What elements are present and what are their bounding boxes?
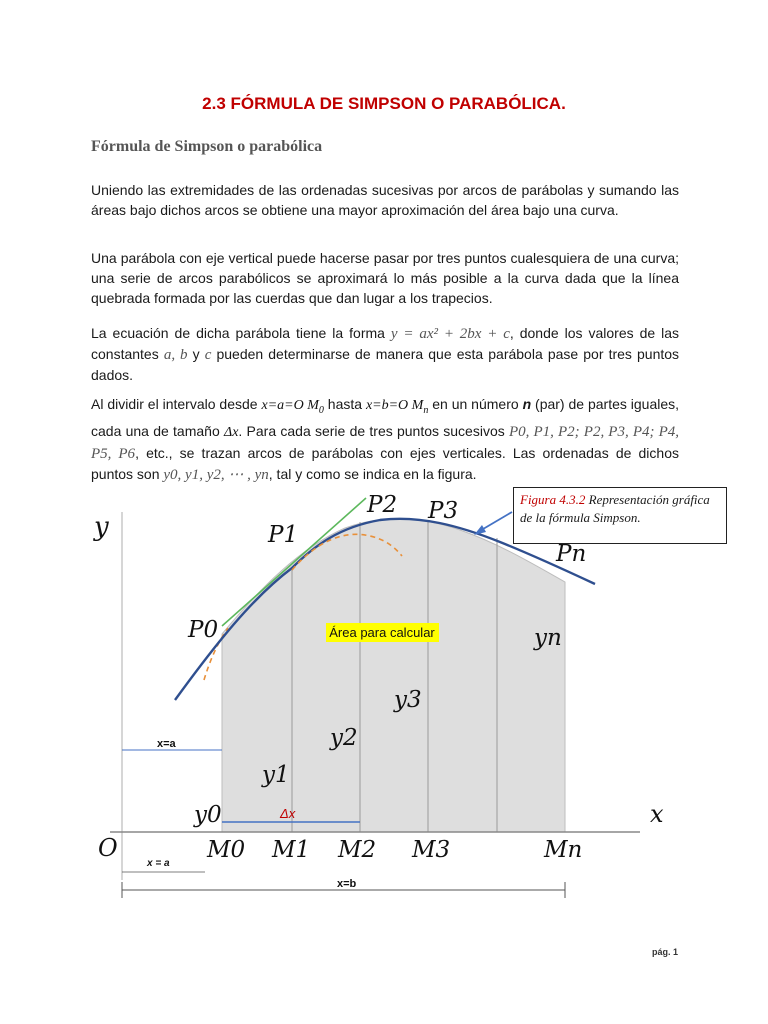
ordinates-series: y0, y1, y2, ⋯ , yn [163,466,269,483]
page-title: 2.3 FÓRMULA DE SIMPSON O PARABÓLICA. [202,94,566,113]
tick-label-m3: M3 [412,837,451,863]
interval-text-d: (par) de partes iguales, cada una de tamaño [91,396,680,439]
interval-to: x=b=O $M_n$ [365,398,429,416]
delta-x: Δx [223,424,239,440]
point-label-p2: P2 [367,492,398,518]
caption-reference: Figura 4.3.2 [520,492,586,507]
caption-text: Representación gráfica de la fórmula Simpson. [520,492,710,525]
delta-x-label: Δx [280,806,296,821]
caption-arrow-head [474,525,486,535]
interval-text-b: hasta [327,396,363,412]
paragraph-equation [91,323,679,385]
point-label-p0: P0 [188,617,219,643]
interval-from: x=a=O $M_0$ [261,398,324,416]
interval-text-c: en un número [432,396,519,412]
ordinate-label-y2: y2 [330,725,358,751]
paragraph-parabola: Una parábola con eje vertical puede hacerse pasar por tres puntos cualesquiera de una curva; una serie de arcos parabólicos se aproximará lo más posible a la curva dada que la línea quebrada formada por las cuerdas que dan lugar a los trapecios. [91,250,679,306]
ordinate-label-y1: y1 [262,762,290,788]
n-variable: n [522,396,532,412]
points-series: P0, P1, P2; P2, P3, P4; P4, P5, P6 [91,423,680,462]
tick-label-m1: M1 [272,837,311,863]
equation-text-c: y [192,346,200,362]
point-label-p1: P1 [268,522,299,548]
parabola-formula: y = ax² + 2bx + c [390,326,510,342]
axis-label-y: y [94,512,109,542]
xa-label: x=a [157,738,176,750]
tick-label-m0: M0 [207,837,246,863]
area-label: Área para calcular [329,625,435,640]
equation-text-a: La ecuación de dicha parábola tiene la forma [91,325,385,341]
point-label-p3: P3 [428,498,459,524]
axis-label-x: x [650,800,664,828]
interval-text-e: . Para cada serie de tres puntos sucesivos [238,422,505,439]
interval-text-a: Al dividir el intervalo desde [91,396,258,412]
page-number: pág. 1 [652,947,679,957]
ordinate-label-y0: y0 [194,802,222,828]
xa-label-bottom: x = a [147,858,170,869]
xb-label: x=b [337,878,357,890]
equation-text-b: , donde los valores de las constantes [91,325,679,362]
constant-c: c [204,347,212,363]
equation-text-d: pueden determinarse de manera que esta parábola pase por tres puntos dados. [91,346,680,383]
origin-label: O [98,834,118,862]
interval-text-f: , etc., se trazan arcos de parábolas con ejes verticales. Las ordenadas de dichos puntos son [91,444,679,482]
figure-caption [513,487,727,544]
tick-label-mn: Mn [544,837,583,863]
paragraph-intro: Uniendo las extremidades de las ordenadas sucesivas por arcos de parábolas y sumando las áreas bajo dichos arcos se obtiene una mayor aproximación del área bajo una curva. [91,182,679,218]
tick-label-m2: M2 [338,837,377,863]
ordinate-label-yn: yn [534,625,562,651]
constants-ab: a, b [163,347,188,363]
ordinate-label-y3: y3 [394,687,422,713]
point-label-pn: Pn [556,541,587,567]
section-heading: Fórmula de Simpson o parabólica [91,138,323,155]
interval-text-g: , tal y como se indica en la figura. [268,465,477,482]
